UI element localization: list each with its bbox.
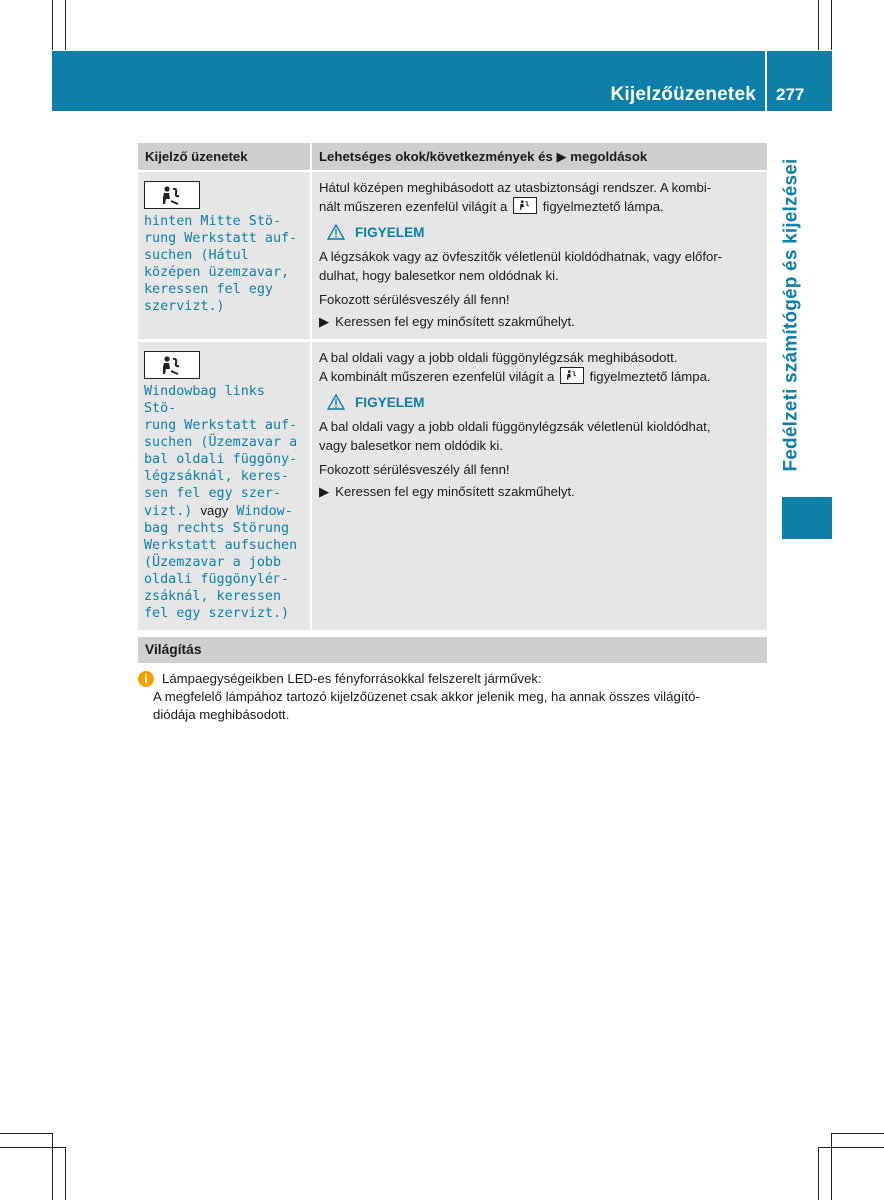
crop-mark: [831, 1133, 832, 1200]
message-line: rung Werkstatt auf-: [144, 418, 298, 433]
crop-mark: [65, 0, 66, 50]
message-cell: [138, 171, 311, 341]
warning-text: A légzsákok vagy az övfeszítők véletlenül kioldódhatnak, vagy előfor-: [319, 249, 723, 264]
warning-text: dulhat, hogy balesetkor nem oldódnak ki.: [319, 268, 559, 283]
warning-heading: [327, 394, 760, 410]
action-item: ▶ Keressen fel egy minősített szakműhelyt.: [319, 314, 575, 329]
page-number: 277: [776, 85, 805, 104]
section-title: Világítás: [145, 642, 202, 657]
header-bar: [52, 51, 832, 111]
warning-triangle-icon: [327, 394, 345, 410]
crop-mark: [52, 1133, 53, 1200]
message-line: keressen fel egy: [144, 282, 273, 297]
message-line: rung Werkstatt auf-: [144, 231, 298, 246]
display-messages-table: [138, 143, 767, 630]
warning-heading: [327, 224, 760, 240]
crop-mark: [0, 1133, 52, 1134]
chapter-marker-block: [782, 497, 832, 539]
message-line: légzsáknál, keres-: [144, 469, 290, 484]
risk-text: Fokozott sérülésveszély áll fenn!: [319, 292, 510, 307]
message-line: hinten Mitte Stö-: [144, 214, 282, 229]
chapter-label: Fedélzeti számítógép és kijelzései: [781, 158, 803, 472]
message-cell: [138, 341, 311, 631]
description-text: A kombinált műszeren ezenfelül világít a figyelmeztető lámpa.: [319, 369, 711, 384]
message-line: Windowbag links Stö-: [144, 384, 265, 416]
column-header-messages: Kijelző üzenetek: [138, 143, 311, 171]
crop-mark: [0, 1147, 65, 1148]
message-line: Werkstatt aufsuchen: [144, 538, 298, 553]
warning-text: vagy balesetkor nem oldódik ki.: [319, 438, 503, 453]
description-cell: [311, 171, 767, 341]
message-line: suchen (Hátul: [144, 248, 249, 263]
message-line: sen fel egy szer-: [144, 486, 282, 501]
message-line: bal oldali függöny-: [144, 452, 298, 467]
warning-label: FIGYELEM: [355, 224, 425, 240]
bullet-arrow-icon: ▶: [319, 484, 330, 499]
crop-mark: [831, 1133, 884, 1134]
section-heading-bar: [138, 637, 767, 663]
message-line: zsáknál, keressen: [144, 589, 282, 604]
message-line: suchen (Üzemzavar a: [144, 435, 298, 450]
table-row: [138, 341, 767, 631]
risk-text: Fokozott sérülésveszély áll fenn!: [319, 462, 510, 477]
airbag-warning-icon: [513, 197, 537, 214]
crop-mark: [818, 0, 819, 50]
crop-mark: [52, 0, 53, 50]
crop-mark: [818, 1147, 819, 1200]
warning-triangle-icon: [327, 224, 345, 240]
action-item: ▶ Keressen fel egy minősített szakműhelyt.: [319, 484, 575, 499]
bullet-arrow-icon: ▶: [319, 314, 330, 329]
info-text: Lámpaegységeikben LED-es fényforrásokkal felszerelt járművek:: [162, 671, 542, 686]
message-line: középen üzemzavar,: [144, 265, 290, 280]
table-header-row: [138, 143, 767, 171]
message-line: vizt.) vagy Window-: [144, 503, 293, 519]
crop-mark: [831, 0, 832, 50]
crop-mark: [65, 1147, 66, 1200]
info-icon: i: [138, 671, 154, 687]
airbag-warning-icon: [560, 367, 584, 384]
message-line: szervizt.): [144, 299, 225, 314]
airbag-warning-icon: [144, 351, 200, 379]
warning-label: FIGYELEM: [355, 394, 425, 410]
info-text: diódája meghibásodott.: [153, 707, 290, 722]
info-note: [138, 670, 767, 724]
message-line: fel egy szervizt.): [144, 606, 290, 621]
table-row: [138, 171, 767, 341]
crop-mark: [818, 1147, 884, 1148]
message-line: oldali függönyléг-: [144, 572, 290, 587]
message-line: (Üzemzavar a jobb: [144, 555, 282, 570]
header-divider: [765, 51, 767, 111]
chapter-side-tab: [777, 140, 807, 490]
warning-text: A bal oldali vagy a jobb oldali függönylégzsák véletlenül kioldódhat,: [319, 419, 711, 434]
column-header-causes: Lehetséges okok/következmények és ▶ megoldások: [311, 143, 767, 171]
info-text: A megfelelő lámpához tartozó kijelzőüzenet csak akkor jelenik meg, ha annak összes világító-: [153, 689, 700, 704]
message-line: bag rechts Störung: [144, 521, 290, 536]
description-cell: [311, 341, 767, 631]
airbag-warning-icon: [144, 181, 200, 209]
page-title: Kijelzőüzenetek: [610, 84, 756, 105]
message-connector: vagy: [200, 503, 229, 518]
description-text: nált műszeren ezenfelül világít a figyelmeztető lámpa.: [319, 199, 664, 214]
description-text: Hátul középen meghibásodott az utasbiztonsági rendszer. A kombi-: [319, 180, 712, 195]
description-text: A bal oldali vagy a jobb oldali függönylégzsák meghibásodott.: [319, 350, 678, 365]
